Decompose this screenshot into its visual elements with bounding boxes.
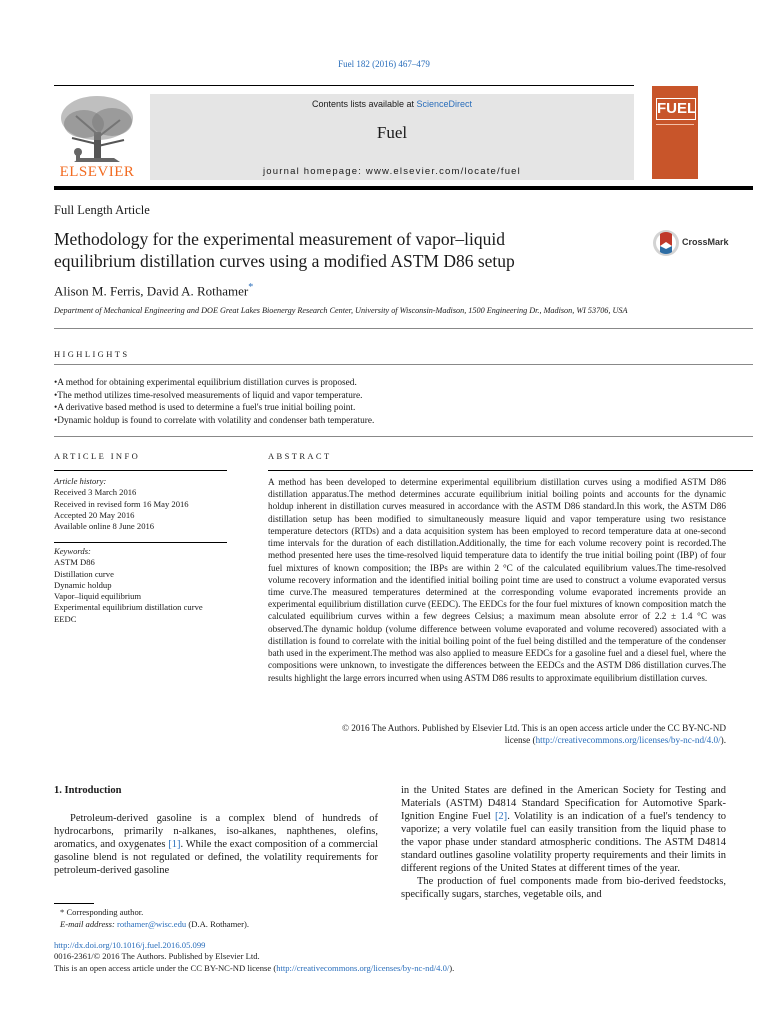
elsevier-wordmark: ELSEVIER: [59, 164, 135, 180]
rule: [54, 436, 753, 437]
issn-line: 0016-2361/© 2016 The Authors. Published by Elsevier Ltd.: [54, 951, 260, 962]
license-link[interactable]: http://creativecommons.org/licenses/by-nc-nd/4.0/: [276, 962, 450, 973]
highlight-item: • Dynamic holdup is found to correlate with volatility and condenser bath temperature.: [54, 415, 374, 428]
journal-masthead: [150, 94, 634, 180]
keyword: EEDC: [54, 613, 77, 624]
title-line-2: equilibrium distillation curves using a modified ASTM D86 setup: [54, 251, 515, 271]
paragraph: [401, 784, 726, 875]
authors: [54, 282, 253, 299]
keywords: [54, 546, 203, 625]
abstract-heading: ABSTRACT: [268, 451, 332, 461]
section-heading-introduction: 1. Introduction: [54, 785, 122, 796]
highlight-item: • A method for obtaining experimental equilibrium distillation curves is proposed.: [54, 377, 374, 390]
header-rule: [54, 85, 634, 86]
doi-link[interactable]: http://dx.doi.org/10.1016/j.fuel.2016.05.099: [54, 940, 206, 950]
abstract-text: A method has been developed to determine experimental equilibrium distillation curves using a modified ASTM D86 distillation apparatus.The method determines accurate equilibrium initial boiling points and accounts for the dynamic holdup inherent in distillation curves measured in accordance with the ASTM D86 standard.In this work, the ASTM D86 distillation setup has been modified to simultaneously measure liquid and vapor temperature using two resistance temperature detectors (RTDs) and a data acquisition system has been employed to record temperature data at one-second time intervals for the duration of each distillation.Additionally, the time for each volume recovery point is recorded.The method presented here uses the time-resolved liquid temperature data to identify the true initial boiling point (IBP) of four fuel mixtures of known composition; the IBPs are within 2 °C of the calculated equilibrium values.The time-resolved volume recovery information and the identified initial boiling point time are used to construct a volume evaporated versus time curve.The measured temperatures determined at the corresponding volume evaporated increments provide an experimental equilibrium distillation curve (EEDC). The EEDCs for the four fuel mixtures of known composition match the calculated equilibrium curves within a few degrees Celsius; a maximum mean absolute error of 2.2 ± 1.4 °C was observed.The dynamic holdup (volume difference between volume evaporated and volume recovered) associated with a distillation is found to correlate with the initial boiling point of the fuel being distilled and the temperature of the condenser bath used in the experiment.The method was also applied to measure EEDCs for a gasoline fuel and a diesel fuel, where the compositions were unknown, to investigate the differences between the EEDCs and the ASTM D86 distillation curves.The results highlight the large errors incurred when using ASTM D86 results to approximate equilibrium distillation curves.: [268, 477, 726, 683]
license-line: [54, 963, 454, 974]
reference-link[interactable]: [2]: [494, 811, 508, 823]
license-suffix: ).: [720, 735, 726, 746]
journal-title: Fuel: [376, 123, 408, 142]
article-type: Full Length Article: [54, 203, 150, 217]
author-names: Alison M. Ferris, David A. Rothamer: [54, 283, 249, 299]
rule: [54, 470, 227, 471]
keyword: ASTM D86: [54, 557, 95, 568]
license-link[interactable]: http://creativecommons.org/licenses/by-nc-nd/4.0/: [535, 735, 721, 746]
highlights-list: [54, 377, 374, 427]
highlight-item: • A derivative based method is used to determine a fuel's true initial boiling point.: [54, 402, 374, 415]
article-history: [54, 476, 189, 532]
footnote-rule: [54, 903, 94, 904]
cover-title: FUEL: [656, 98, 696, 120]
footnote-mark: *: [60, 907, 65, 917]
text-run: . While the exact composition of a commercial gasoline blend is not regulated or defined, the volatility requirements for petroleum-derived gasoline: [54, 839, 378, 877]
keyword: Distillation curve: [54, 568, 114, 579]
text-run: . Volatility is an indication of a fuel's tendency to vaporize; a very volatile fuel can easily transition from the liquid phase to the vapor phase under standard atmospheric conditions. The ASTM D4814 standard outlines gasoline volatility property requirements and their limits in different regions of the United States at different times of the year.: [401, 811, 726, 875]
rule: [54, 328, 753, 329]
keywords-label: Keywords:: [54, 546, 91, 556]
body-column-left: [54, 812, 378, 877]
license-prefix: This is an open access article under the CC BY-NC-ND license (: [54, 962, 277, 973]
abstract-copyright: [268, 722, 726, 746]
email-link[interactable]: rothamer@wisc.edu: [116, 919, 187, 929]
rule: [54, 542, 227, 543]
journal-citation[interactable]: Fuel 182 (2016) 467–479: [338, 59, 430, 69]
article-info-heading: ARTICLE INFO: [54, 451, 141, 461]
journal-cover-image: [652, 86, 698, 179]
contents-line: [150, 99, 634, 109]
footnote: [54, 906, 249, 930]
keyword: Dynamic holdup: [54, 579, 112, 590]
license-prefix: license (: [504, 735, 536, 746]
copyright-line: © 2016 The Authors. Published by Elsevier Ltd. This is an open access article under the CC BY-NC-ND: [341, 723, 726, 733]
title-line-1: Methodology for the experimental measurement of vapor–liquid: [54, 229, 505, 249]
footnote-corresponding: [54, 906, 249, 918]
footnote-text: Corresponding author.: [66, 907, 144, 917]
doi-block: [54, 940, 454, 974]
text-run: in the United States are defined in the American Society for Testing and Materials (ASTM) D4814 Standard Specification for Automotive Spark-Ignition Engine Fuel: [401, 785, 726, 823]
cover-line: [656, 124, 694, 125]
contents-prefix: Contents lists available at: [311, 99, 417, 109]
history-item: Accepted 20 May 2016: [54, 509, 135, 520]
sciencedirect-link[interactable]: ScienceDirect: [416, 99, 473, 109]
masthead-rule: [54, 186, 753, 190]
paragraph: [54, 812, 378, 877]
highlights-heading: HIGHLIGHTS: [54, 349, 130, 359]
footnote-email: [54, 918, 249, 930]
affiliation: Department of Mechanical Engineering and DOE Great Lakes Bioenergy Research Center, University of Wisconsin-Madison, 1500 Engineering Dr., Madison, WI 53706, USA: [54, 306, 628, 315]
body-column-right: [401, 784, 726, 901]
email-label: E-mail address:: [60, 919, 117, 929]
history-label: Article history:: [54, 476, 107, 486]
paragraph: The production of fuel components made from bio-derived feedstocks, specifically sugars, starches, vegetable oils, and: [401, 876, 726, 901]
crossmark-label: CrossMark: [682, 237, 729, 247]
history-item: Available online 8 June 2016: [54, 521, 155, 532]
keyword: Experimental equilibrium distillation curve: [54, 602, 203, 613]
rule: [268, 470, 753, 471]
rule: [54, 364, 753, 365]
email-suffix: (D.A. Rothamer).: [186, 919, 249, 929]
journal-homepage[interactable]: journal homepage: www.elsevier.com/locate/fuel: [263, 166, 521, 177]
history-item: Received in revised form 16 May 2016: [54, 498, 189, 509]
corresponding-mark[interactable]: *: [248, 282, 254, 293]
article-title: [54, 228, 634, 272]
copyright-license: [268, 734, 726, 746]
keyword: Vapor–liquid equilibrium: [54, 591, 142, 602]
crossmark-icon: [652, 228, 680, 258]
highlight-item: • The method utilizes time-resolved measurements of liquid and vapor temperature.: [54, 390, 374, 403]
license-suffix: ).: [449, 962, 455, 973]
history-item: Received 3 March 2016: [54, 487, 137, 498]
reference-link[interactable]: [1]: [168, 839, 181, 851]
elsevier-logo: [54, 94, 140, 182]
text-run: Petroleum-derived gasoline is a complex blend of hundreds of hydrocarbons, primarily n-alkanes, iso-alkanes, naphthenes, olefins, aromatics, and oxygenates: [54, 813, 378, 851]
